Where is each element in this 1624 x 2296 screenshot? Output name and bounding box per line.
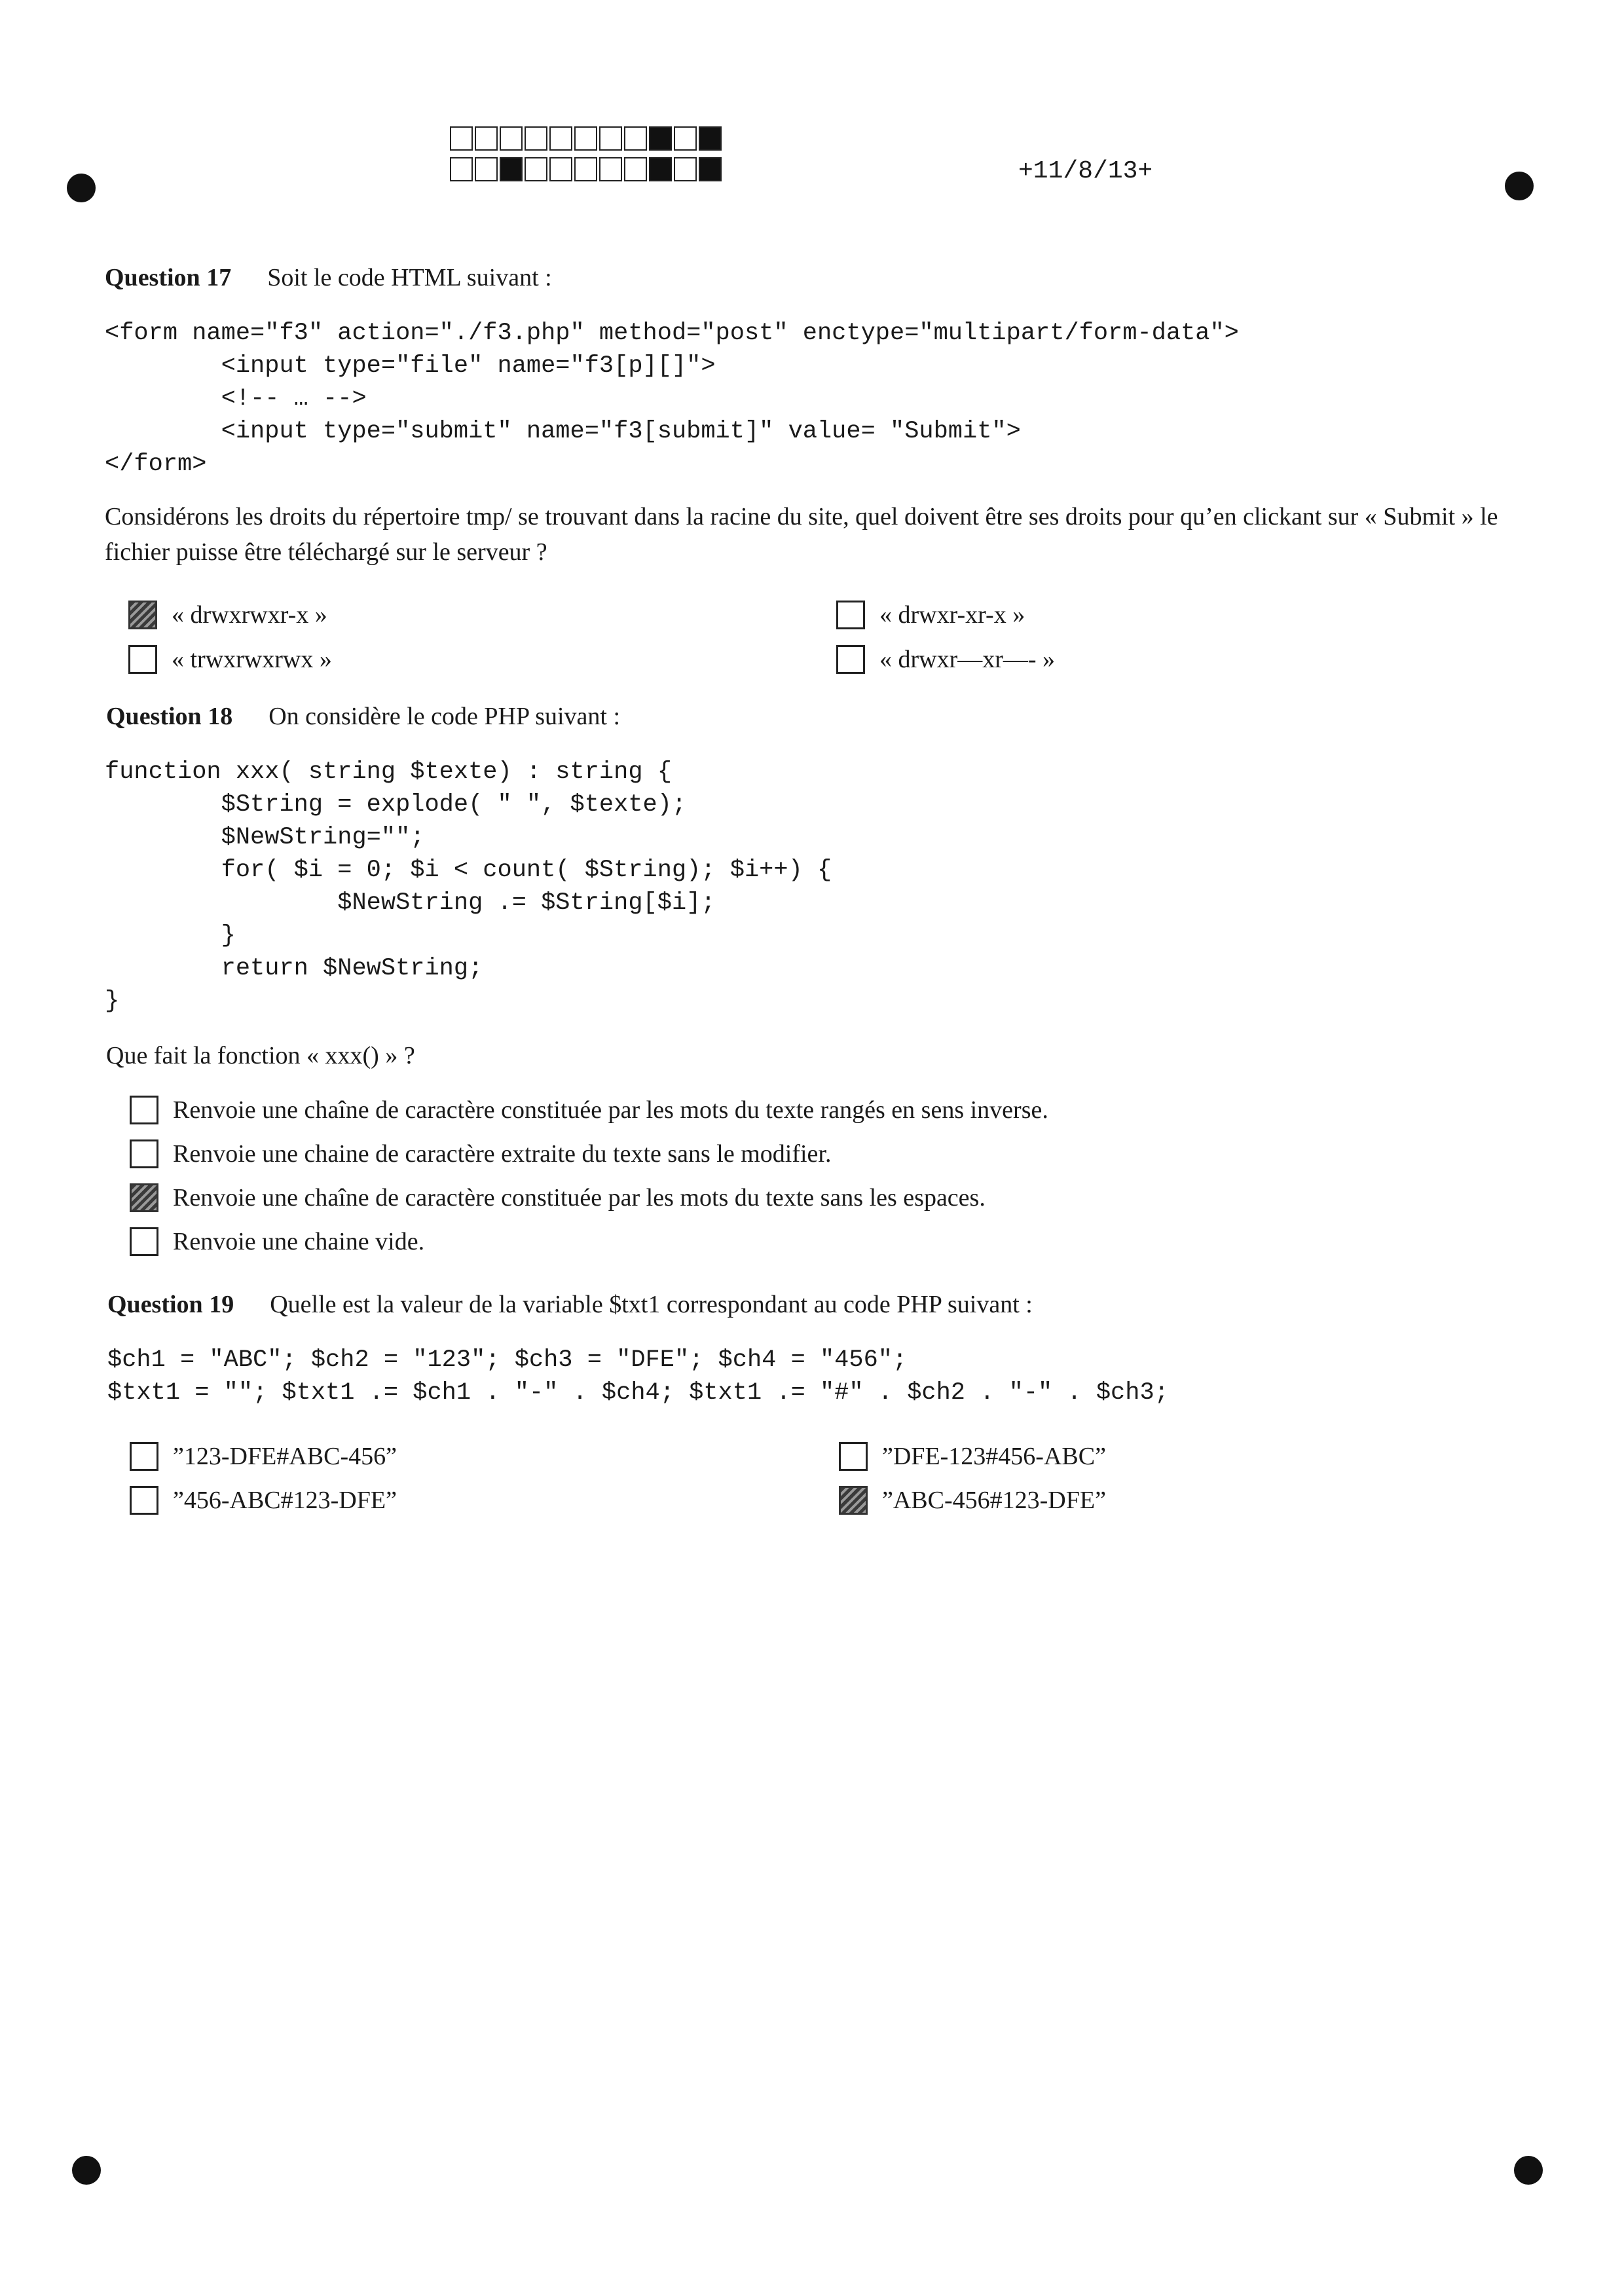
- code-box: [599, 157, 622, 181]
- code-box: [599, 126, 622, 151]
- code-box: [674, 126, 697, 151]
- registration-mark-top-right: [1505, 172, 1534, 200]
- q19-option-3[interactable]: [130, 1486, 397, 1515]
- question-label: Question 17: [105, 264, 232, 291]
- code-box: [699, 126, 722, 151]
- q17-question-text: Considérons les droits du répertoire tmp/ se trouvant dans la racine du site, quel doivent être ses droits pour qu’en clickant sur « Submit » le fichier puisse être téléchargé sur le serveur ?: [105, 503, 1498, 566]
- option-label: « drwxr-xr-x »: [879, 601, 1025, 629]
- code-box: [475, 157, 498, 181]
- q18-option-4[interactable]: [130, 1227, 424, 1256]
- code-box: [450, 126, 473, 151]
- option-label: ”456-ABC#123-DFE”: [173, 1487, 397, 1514]
- code-box: [624, 157, 647, 181]
- q19-option-2[interactable]: [839, 1442, 1106, 1471]
- question-prompt: Quelle est la valeur de la variable $txt1 correspondant au code PHP suivant :: [270, 1291, 1033, 1318]
- code-box: [624, 126, 647, 151]
- code-box: [699, 157, 722, 181]
- checkbox[interactable]: [839, 1486, 868, 1515]
- checkbox[interactable]: [128, 645, 157, 674]
- checkbox[interactable]: [836, 601, 865, 629]
- q18-option-1[interactable]: [130, 1096, 1048, 1124]
- registration-mark-bottom-right: [1514, 2156, 1543, 2185]
- option-label: ”DFE-123#456-ABC”: [882, 1443, 1106, 1470]
- checkbox[interactable]: [836, 645, 865, 674]
- code-box: [450, 157, 473, 181]
- question-label: Question 18: [106, 703, 233, 730]
- checkbox[interactable]: [130, 1096, 158, 1124]
- q17-option-1[interactable]: [128, 601, 327, 629]
- code-box: [649, 157, 672, 181]
- code-box: [475, 126, 498, 151]
- option-label: « drwxrwxr-x »: [172, 601, 327, 629]
- registration-mark-top-left: [67, 174, 96, 202]
- option-label: « trwxrwxrwx »: [172, 646, 332, 673]
- checkbox[interactable]: [130, 1442, 158, 1471]
- option-label: Renvoie une chaine de caractère extraite du texte sans le modifier.: [173, 1140, 832, 1168]
- code-box: [525, 157, 547, 181]
- registration-mark-bottom-left: [72, 2156, 101, 2185]
- code-box: [674, 157, 697, 181]
- id-code-row-1: [450, 126, 724, 151]
- code-box: [549, 157, 572, 181]
- question-label: Question 19: [107, 1291, 234, 1318]
- option-label: Renvoie une chaine vide.: [173, 1228, 425, 1255]
- question-prompt: On considère le code PHP suivant :: [268, 703, 621, 730]
- q18-option-2[interactable]: [130, 1139, 831, 1168]
- option-label: Renvoie une chaîne de caractère constituée par les mots du texte rangés en sens inverse.: [173, 1096, 1048, 1124]
- code-box: [500, 157, 523, 181]
- question-19-title: [107, 1290, 1033, 1319]
- q19-code-block: $ch1 = "ABC"; $ch2 = "123"; $ch3 = "DFE"; $ch4 = "456"; $txt1 = ""; $txt1 .= $ch1 . "-" . $ch4; $txt1 .= "#" . $ch2 . "-" . $ch3;: [107, 1346, 1169, 1407]
- code-box: [574, 157, 597, 181]
- code-box: [549, 126, 572, 151]
- id-code-row-2: [450, 157, 724, 181]
- code-box: [649, 126, 672, 151]
- question-17-title: [105, 263, 552, 292]
- option-label: « drwxr—xr—- »: [879, 646, 1056, 673]
- checkbox[interactable]: [128, 601, 157, 629]
- option-label: ”ABC-456#123-DFE”: [882, 1487, 1106, 1514]
- q17-option-2[interactable]: [836, 601, 1025, 629]
- q17-code-block: <form name="f3" action="./f3.php" method="post" enctype="multipart/form-data"> <input type="file" name="f3[p][]"> <!-- … --> <input type="submit" name="f3[submit]" value= "Submit"> </form>: [105, 320, 1239, 478]
- checkbox[interactable]: [130, 1486, 158, 1515]
- q17-option-4[interactable]: [836, 645, 1055, 674]
- code-box: [500, 126, 523, 151]
- q18-option-3[interactable]: [130, 1183, 986, 1212]
- q18-question-text: Que fait la fonction « xxx() » ?: [106, 1042, 415, 1069]
- code-box: [525, 126, 547, 151]
- option-label: ”123-DFE#ABC-456”: [173, 1443, 397, 1470]
- q18-code-block: function xxx( string $texte) : string { $String = explode( " ", $texte); $NewString=""; for( $i = 0; $i < count( $String); $i++) { $NewString .= $String[$i]; } return $NewString; }: [105, 758, 832, 1015]
- code-box: [574, 126, 597, 151]
- checkbox[interactable]: [130, 1139, 158, 1168]
- question-18-title: [106, 702, 620, 731]
- checkbox[interactable]: [130, 1183, 158, 1212]
- q17-option-3[interactable]: [128, 645, 332, 674]
- checkbox[interactable]: [839, 1442, 868, 1471]
- q19-option-4[interactable]: [839, 1486, 1106, 1515]
- checkbox[interactable]: [130, 1227, 158, 1256]
- question-prompt: Soit le code HTML suivant :: [267, 264, 552, 291]
- option-label: Renvoie une chaîne de caractère constituée par les mots du texte sans les espaces.: [173, 1184, 986, 1212]
- page-reference: +11/8/13+: [1018, 157, 1153, 185]
- q19-option-1[interactable]: [130, 1442, 397, 1471]
